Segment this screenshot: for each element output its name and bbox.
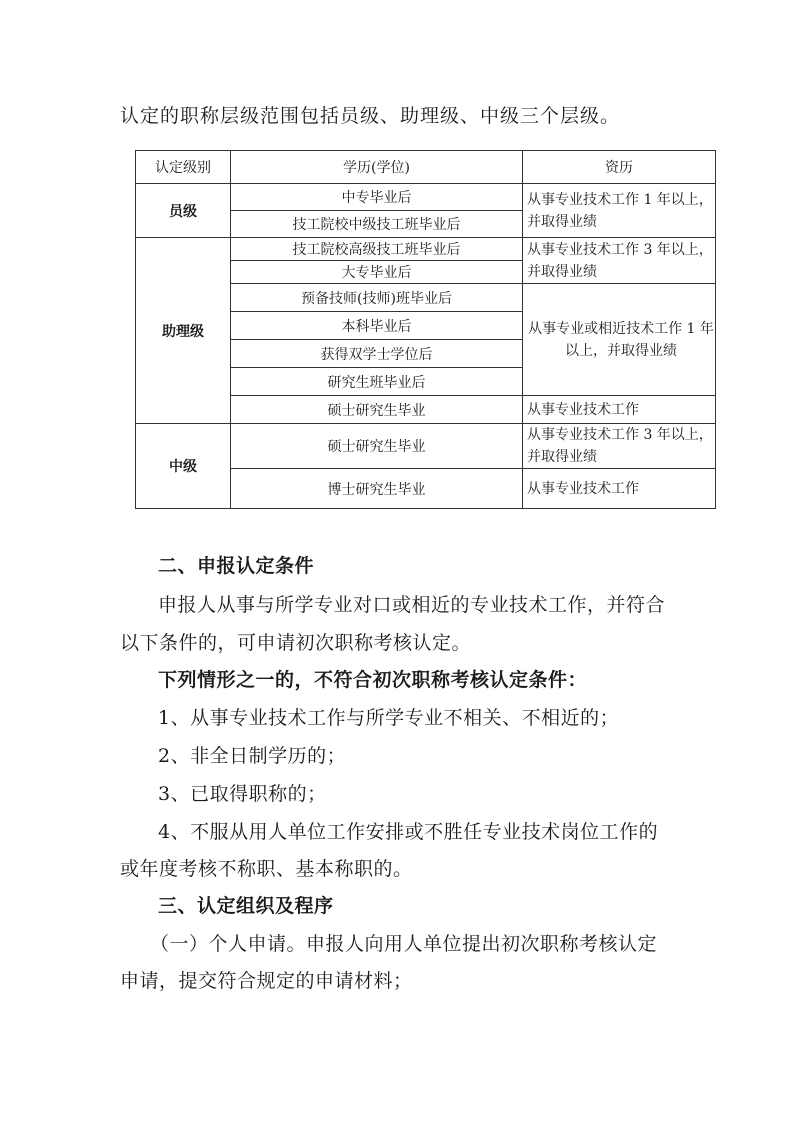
- qualification-cell: 从事专业或相近技术工作 1 年以上，并取得业绩: [523, 284, 716, 396]
- intro-text: 认定的职称层级范围包括员级、助理级、中级三个层级。: [120, 105, 621, 127]
- education-cell: 中专毕业后: [231, 184, 523, 211]
- qualification-cell: 从事专业技术工作 3 年以上，并取得业绩: [523, 424, 716, 469]
- table-row: [136, 238, 716, 261]
- education-cell: 硕士研究生毕业: [231, 396, 523, 424]
- education-cell: 本科毕业后: [231, 312, 523, 340]
- table-row: [136, 184, 716, 211]
- header-qualification: 资历: [523, 151, 716, 184]
- section2-para-line2: 以下条件的，可申请初次职称考核认定。: [120, 632, 472, 654]
- condition-item-2: 2、非全日制学历的；: [158, 745, 347, 767]
- education-cell: 技工院校中级技工班毕业后: [231, 211, 523, 238]
- level-cell-yuanji: 员级: [136, 184, 231, 238]
- level-cell-zhuliji: 助理级: [136, 238, 231, 424]
- section3-heading: 三、认定组织及程序: [158, 895, 334, 917]
- title-level-table: [135, 150, 716, 509]
- section3-para-line1: （一）个人申请。申报人向用人单位提出初次职称考核认定: [150, 933, 658, 955]
- qualification-cell: 从事专业技术工作 3 年以上，并取得业绩: [523, 238, 716, 284]
- header-level: 认定级别: [136, 151, 231, 184]
- section3-para-line2: 申请，提交符合规定的申请材料；: [120, 970, 413, 992]
- condition-item-4-line1: 4、不服从用人单位工作安排或不胜任专业技术岗位工作的: [158, 821, 659, 843]
- education-cell: 硕士研究生毕业: [231, 424, 523, 469]
- qualification-cell: 从事专业技术工作 1 年以上，并取得业绩: [523, 184, 716, 238]
- table-header-row: [136, 151, 716, 184]
- education-cell: 技工院校高级技工班毕业后: [231, 238, 523, 261]
- qualification-cell: 从事专业技术工作: [523, 469, 716, 509]
- section2-para-line1: 申报人从事与所学专业对口或相近的专业技术工作，并符合: [158, 594, 666, 616]
- education-cell: 博士研究生毕业: [231, 469, 523, 509]
- education-cell: 获得双学士学位后: [231, 340, 523, 368]
- education-cell: 研究生班毕业后: [231, 368, 523, 396]
- level-cell-zhongji: 中级: [136, 424, 231, 509]
- condition-item-1: 1、从事专业技术工作与所学专业不相关、不相近的；: [158, 707, 620, 729]
- section2-heading: 二、申报认定条件: [158, 555, 315, 577]
- condition-heading: 下列情形之一的，不符合初次职称考核认定条件：: [158, 669, 588, 691]
- table-row: [136, 424, 716, 469]
- qualification-cell: 从事专业技术工作: [523, 396, 716, 424]
- condition-item-3: 3、已取得职称的；: [158, 783, 327, 805]
- header-education: 学历(学位): [231, 151, 523, 184]
- condition-item-4-line2: 或年度考核不称职、基本称职的。: [120, 858, 413, 880]
- education-cell: 大专毕业后: [231, 261, 523, 284]
- education-cell: 预备技师(技师)班毕业后: [231, 284, 523, 312]
